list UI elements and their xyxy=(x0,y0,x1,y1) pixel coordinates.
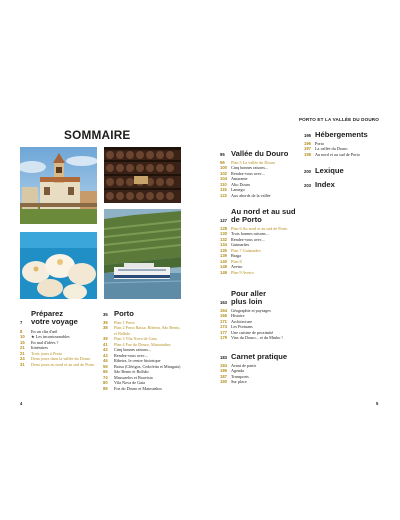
toc-entry-page: 166 xyxy=(220,313,227,319)
toc-entry-label: ★ Les incontournables xyxy=(31,334,70,340)
toc-entry-label: Plan 2 Porto Baixa, Ribeira, São Bento, et Bolhão xyxy=(114,325,181,336)
toc-entry-label: Vins du Douro... et du Minho ! xyxy=(231,335,283,341)
section-page-number: 200 xyxy=(304,168,311,174)
toc-entry-label: Vila Nova de Gaia xyxy=(114,380,146,386)
toc-entry-page: 190 xyxy=(220,379,227,385)
toc-entry-label: Braga xyxy=(231,253,241,259)
section-page-number: 163 xyxy=(220,299,227,305)
section-hebergements xyxy=(304,131,384,157)
toc-entry-label: Plan 5 La vallée du Douro xyxy=(231,159,276,165)
section-title[interactable] xyxy=(31,310,78,326)
toc-entry-label: Au nord et au sud de Porto xyxy=(315,151,360,157)
toc-entry-label: Architecture xyxy=(231,318,252,324)
section-page-number: 35 xyxy=(103,311,108,317)
toc-entry-page: 174 xyxy=(220,324,227,330)
toc-list xyxy=(103,320,183,392)
toc-entry-label: Géographie et paysages xyxy=(231,307,271,313)
toc-entry-page: 86 xyxy=(103,385,108,391)
section-lexique xyxy=(304,167,384,177)
pastries-image xyxy=(20,232,97,299)
section-title-line: Pour aller xyxy=(231,289,267,298)
toc-entry-label: Rendez-vous avec... xyxy=(231,170,265,176)
toc-entry[interactable] xyxy=(103,386,183,392)
toc-entry-page: 41 xyxy=(103,341,108,347)
section-title-line: de Porto xyxy=(231,214,262,224)
toc-entry-page: 21 xyxy=(20,350,25,356)
section-page-number: 183 xyxy=(220,354,227,360)
section-title[interactable]: Lexique xyxy=(315,166,344,175)
toc-entry-page: 140 xyxy=(220,258,227,264)
wine-bottles-image xyxy=(104,147,181,203)
section-title-line: Au nord et au sud xyxy=(231,207,296,216)
running-header: PORTO ET LA VALLÉE DU DOURO xyxy=(298,117,379,122)
section-title-line: plus loin xyxy=(231,296,263,306)
section-preparez xyxy=(20,310,98,367)
toc-entry-page: 196 xyxy=(304,140,311,146)
photo-pasteis xyxy=(20,232,97,299)
photo-monastery xyxy=(20,147,97,224)
section-title[interactable]: Vallée du Douro xyxy=(231,149,289,158)
toc-entry-label: Ribeira, le centre historique xyxy=(114,358,161,364)
toc-entry-page: 115 xyxy=(220,187,227,193)
toc-entry-page: 31 xyxy=(20,361,25,367)
section-title[interactable]: Porto xyxy=(114,309,134,318)
section-nordsud xyxy=(220,208,300,275)
section-porto xyxy=(103,310,183,391)
toc-entry-label: Lamego xyxy=(231,187,245,193)
douro-river-image xyxy=(104,209,181,299)
toc-entry-label: Guimarães xyxy=(231,242,250,248)
toc-entry-label: Une cuisine de proximité xyxy=(231,329,274,335)
toc-entry-label: Amarante xyxy=(231,176,248,182)
toc-entry-page: 56 xyxy=(103,363,108,369)
toc-entry-page: 80 xyxy=(103,380,108,386)
toc-entry-page: 44 xyxy=(103,352,108,358)
toc-entry-page: 184 xyxy=(220,362,227,368)
monastery-image xyxy=(20,147,97,224)
toc-entry-page: 66 xyxy=(103,369,108,375)
section-page-number: 195 xyxy=(304,132,311,138)
toc-entry-page: 130 xyxy=(220,231,227,237)
section-title-line: Préparez xyxy=(31,309,64,318)
toc-entry-page: 171 xyxy=(220,318,227,324)
toc-entry-label: Plan 9 Aveiro xyxy=(231,269,254,275)
toc-entry-label: Aux abords de la vallée xyxy=(231,192,271,198)
toc-entry-label: Aveiro xyxy=(231,264,243,270)
toc-entry-page: 36 xyxy=(103,319,108,325)
toc-entry-page: 135 xyxy=(220,247,227,253)
toc-entry-page: 15 xyxy=(20,339,25,345)
toc-entry-page: 197 xyxy=(304,146,311,152)
section-page-number: 127 xyxy=(220,217,227,223)
section-douro xyxy=(220,150,300,198)
toc-entry-page: 21 xyxy=(20,345,25,351)
section-title-line: votre voyage xyxy=(31,316,78,326)
toc-entry-label: Deux jours dans la vallée du Douro xyxy=(31,356,91,362)
toc-entry-label: Porto xyxy=(315,140,325,146)
toc-entry-label: Itinéraires xyxy=(31,345,48,351)
toc-entry-label: Plan 6 Au nord et au sud de Porto xyxy=(231,225,288,231)
section-title[interactable]: Hébergements xyxy=(315,130,368,139)
toc-entry[interactable] xyxy=(220,335,300,341)
toc-list xyxy=(20,329,98,368)
toc-entry-label: Plan 4 Foz do Douro, Matosinhos xyxy=(114,341,171,347)
section-aller xyxy=(220,290,300,341)
section-title[interactable]: Carnet pratique xyxy=(231,352,288,361)
toc-entry-label: Agenda xyxy=(231,368,245,374)
toc-entry-page: 46 xyxy=(103,358,108,364)
section-index xyxy=(304,181,384,191)
toc-entry-label: Deux jours au nord et au sud de Porto xyxy=(31,361,95,367)
page-title: SOMMAIRE xyxy=(64,128,131,142)
toc-list xyxy=(220,226,300,276)
toc-entry-page: 187 xyxy=(220,373,227,379)
toc-entry-page: 198 xyxy=(304,151,311,157)
page-number-left: 4 xyxy=(20,401,23,406)
toc-entry[interactable] xyxy=(220,379,300,385)
toc-entry-page: 96 xyxy=(220,159,225,165)
toc-entry-page: 132 xyxy=(220,236,227,242)
toc-entry-page: 139 xyxy=(220,253,227,259)
section-page-number: 7 xyxy=(20,319,23,325)
section-title[interactable]: Index xyxy=(315,180,335,189)
toc-entry-label: En mal d'idées ? xyxy=(31,339,59,345)
toc-entry-page: 164 xyxy=(220,307,227,313)
toc-entry-label: La vallée du Douro xyxy=(315,146,348,152)
toc-entry-label: Plan 3 Vila Nova de Gaia xyxy=(114,336,157,342)
toc-entry-page: 149 xyxy=(220,269,227,275)
toc-entry[interactable] xyxy=(220,270,300,276)
toc-entry-label: Trois jours à Porto xyxy=(31,350,63,356)
toc-entry-page: 179 xyxy=(220,335,227,341)
toc-entry-label: Alto Douro xyxy=(231,181,251,187)
toc-entry-page: 10 xyxy=(20,334,25,340)
toc-entry-label: Foz do Douro et Matosinhos xyxy=(114,385,162,391)
toc-entry[interactable] xyxy=(20,362,98,368)
toc-entry-page: 102 xyxy=(220,170,227,176)
toc-entry-page: 177 xyxy=(220,329,227,335)
section-title[interactable] xyxy=(231,208,296,224)
section-page-number: 95 xyxy=(220,151,225,157)
toc-entry-page: 104 xyxy=(220,176,227,182)
toc-entry[interactable] xyxy=(304,152,384,158)
toc-entry-label: Cinq bonnes raisons... xyxy=(114,347,152,353)
toc-entry-page: 148 xyxy=(220,264,227,270)
toc-list xyxy=(220,308,300,341)
section-carnet xyxy=(220,353,300,385)
toc-entry-page: 39 xyxy=(103,336,108,342)
toc-entry-page: 122 xyxy=(220,192,227,198)
toc-entry-label: Plan 1 Porto xyxy=(114,319,135,325)
toc-entry-page: 186 xyxy=(220,368,227,374)
toc-entry-label: En un clin d'œil xyxy=(31,328,58,334)
toc-entry-label: Avant de partir xyxy=(231,362,257,368)
toc-entry-label: Plan 7 Guimarães xyxy=(231,247,261,253)
toc-entry-label: Cinq bonnes raisons... xyxy=(231,165,269,171)
toc-entry-page: 74 xyxy=(103,374,108,380)
toc-entry-page: 8 xyxy=(20,328,23,334)
toc-list xyxy=(220,160,300,199)
toc-entry-label: Sur place xyxy=(231,379,247,385)
toc-list xyxy=(304,141,384,158)
toc-entry-label: Rendez-vous avec... xyxy=(231,236,265,242)
photo-wine-cellar xyxy=(104,147,181,203)
photo-douro-boat xyxy=(104,209,181,299)
page-number-right: 5 xyxy=(376,401,379,406)
toc-entry-label: Trois bonnes raisons... xyxy=(231,231,269,237)
toc-entry[interactable] xyxy=(220,193,300,199)
toc-list xyxy=(220,363,300,385)
toc-entry-page: 110 xyxy=(220,181,227,187)
section-page-number: 203 xyxy=(304,182,311,188)
section-title[interactable] xyxy=(231,290,266,306)
toc-entry-page: 128 xyxy=(220,225,227,231)
toc-entry-label: Massarelos et Boavista xyxy=(114,374,153,380)
toc-entry[interactable] xyxy=(103,325,183,336)
toc-entry-page: 38 xyxy=(103,325,108,331)
toc-entry-label: Plan 8 xyxy=(231,258,242,264)
toc-entry-label: São Bento et Bolhão xyxy=(114,369,149,375)
toc-entry-page: 100 xyxy=(220,165,227,171)
toc-entry-label: Les Portuans xyxy=(231,324,253,330)
toc-entry-label: Baixa (Clérigos, Cedofeita et Miragaia) xyxy=(114,363,181,369)
toc-entry-page: 24 xyxy=(20,356,25,362)
toc-entry-page: 134 xyxy=(220,242,227,248)
toc-entry-page: 42 xyxy=(103,347,108,353)
toc-entry-label: Transports xyxy=(231,373,249,379)
toc-entry-label: Rendez-vous avec... xyxy=(114,352,148,358)
toc-entry-label: Histoire xyxy=(231,313,245,319)
